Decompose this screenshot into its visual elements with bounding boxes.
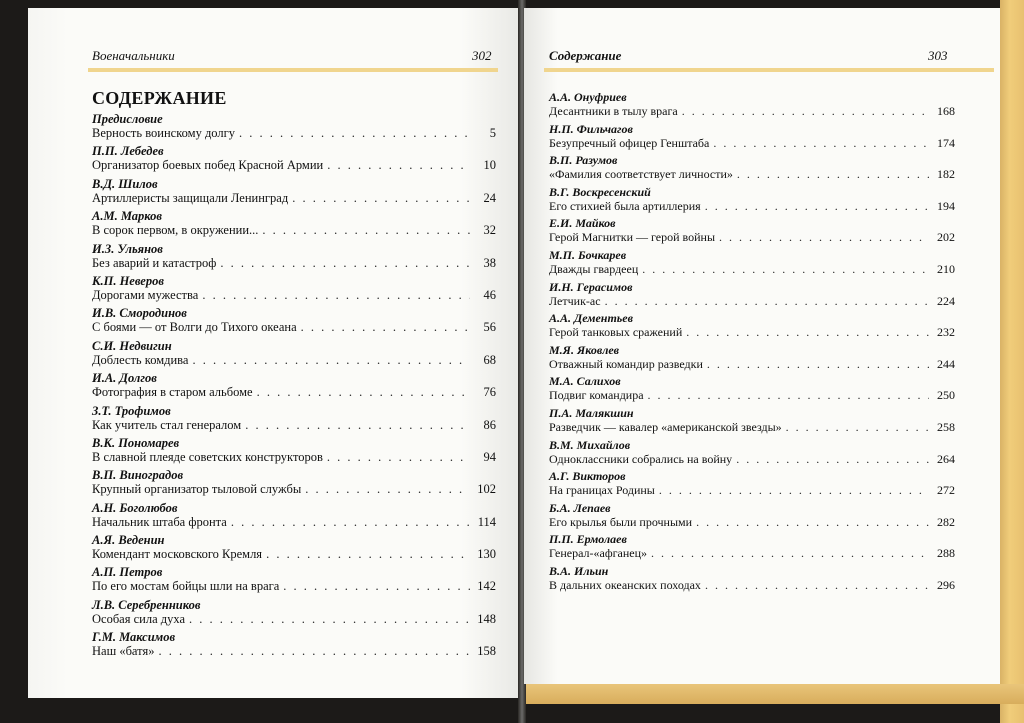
dot-leader	[220, 256, 470, 271]
toc-entry	[92, 274, 496, 306]
entry-page-number: 258	[937, 419, 955, 434]
entry-author: З.Т. Трофимов	[92, 403, 171, 418]
entry-page-number: 168	[937, 104, 955, 118]
entry-page-number: 46	[483, 287, 496, 302]
entry-page-number: 76	[483, 385, 496, 400]
dot-leader	[192, 353, 470, 368]
toc-entry	[92, 468, 496, 500]
toc-entry	[549, 564, 955, 596]
entry-author: В.А. Ильин	[549, 563, 609, 578]
entry-page-number: 130	[477, 547, 496, 562]
dot-leader	[239, 126, 470, 141]
entry-page-number: 148	[477, 611, 496, 626]
entry-page-number: 174	[937, 135, 955, 150]
entry-author: А.М. Марков	[92, 209, 162, 224]
entry-author: И.З. Ульянов	[92, 241, 163, 256]
entry-author: П.П. Ермолаев	[549, 532, 627, 547]
entry-author: П.А. Малякшин	[549, 405, 634, 420]
toc-entry	[549, 90, 955, 122]
toc-entry	[549, 406, 955, 438]
dot-leader	[659, 483, 929, 498]
entry-author: П.П. Лебедев	[92, 144, 164, 159]
dot-leader	[292, 191, 470, 206]
entry-title: Генерал-«афганец»	[549, 546, 648, 561]
dot-leader	[707, 357, 929, 372]
entry-title: В сорок первом, в окружении...	[92, 223, 259, 238]
entry-title: Его стихией была артиллерия	[549, 198, 701, 213]
toc-entry	[92, 533, 496, 565]
toc-entry	[549, 501, 955, 533]
entry-author: К.П. Неверов	[92, 273, 164, 288]
toc-entry	[549, 374, 955, 406]
entry-author: Е.И. Майков	[549, 216, 616, 231]
entry-author: М.П. Бочкарев	[549, 247, 627, 262]
dot-leader	[648, 388, 929, 403]
toc-entry	[92, 144, 496, 176]
dot-leader	[737, 167, 929, 182]
entry-title: В дальних океанских походах	[549, 577, 701, 592]
right-page	[524, 8, 1000, 684]
toc-list	[92, 112, 496, 663]
dot-leader	[605, 294, 929, 309]
dot-leader	[202, 288, 470, 303]
entry-author: А.А. Онуфриев	[549, 90, 627, 104]
dot-leader	[305, 482, 470, 497]
entry-title: Наш «батя»	[92, 644, 155, 659]
entry-title: Летчик-ас	[549, 293, 601, 308]
entry-page-number: 38	[483, 255, 496, 270]
entry-page-number: 10	[483, 158, 496, 173]
dot-leader	[327, 158, 470, 173]
toc-entry	[92, 404, 496, 436]
entry-author: В.Г. Воскресенский	[549, 184, 651, 199]
dot-leader	[686, 325, 929, 340]
toc-entry	[92, 177, 496, 209]
entry-author: А.П. Петров	[92, 565, 163, 580]
toc-entry	[549, 185, 955, 217]
entry-title: Комендант московского Кремля	[92, 547, 263, 562]
entry-title: Особая сила духа	[92, 611, 185, 626]
dot-leader	[705, 199, 929, 214]
toc-entry	[549, 438, 955, 470]
dot-leader	[719, 230, 929, 245]
entry-author: Н.П. Фильчагов	[549, 121, 633, 136]
entry-author: М.Я. Яковлев	[549, 342, 620, 357]
entry-page-number: 142	[477, 579, 496, 594]
entry-title: Дорогами мужества	[92, 287, 199, 302]
dot-leader	[189, 612, 470, 627]
toc-entry	[92, 565, 496, 597]
entry-page-number: 224	[937, 293, 955, 308]
toc-entry	[92, 501, 496, 533]
dot-leader	[245, 418, 470, 433]
entry-title: Подвиг командира	[549, 388, 644, 403]
entry-page-number: 94	[483, 449, 496, 464]
entry-page-number: 232	[937, 325, 955, 340]
entry-title: Одноклассники собрались на войну	[549, 451, 733, 466]
entry-page-number: 244	[937, 356, 955, 371]
header-rule	[544, 68, 994, 72]
entry-page-number: 102	[477, 482, 496, 497]
entry-title: Артиллеристы защищали Ленинград	[92, 190, 289, 205]
dot-leader	[682, 104, 929, 119]
entry-page-number: 296	[937, 577, 955, 592]
entry-author: А.А. Дементьев	[549, 311, 633, 326]
dot-leader	[736, 452, 929, 467]
entry-page-number: 202	[937, 230, 955, 245]
entry-page-number: 194	[937, 198, 955, 213]
toc-entry	[92, 242, 496, 274]
entry-author: В.К. Пономарев	[92, 435, 180, 450]
entry-title: Герой Магнитки — герой войны	[549, 230, 716, 245]
dot-leader	[262, 223, 470, 238]
entry-title: Разведчик — кавалер «американской звезды»	[549, 419, 782, 434]
dot-leader	[642, 262, 929, 277]
entry-title: Безупречный офицер Генштаба	[549, 135, 710, 150]
entry-page-number: 210	[937, 261, 955, 276]
entry-title: Доблесть комдива	[92, 352, 189, 367]
entry-author: В.М. Михайлов	[549, 437, 631, 452]
entry-title: В славной плеяде советских конструкторов	[92, 449, 323, 464]
entry-title: Фотография в старом альбоме	[92, 385, 253, 400]
entry-title: Начальник штаба фронта	[92, 514, 227, 529]
entry-author: И.В. Смородинов	[92, 306, 187, 321]
entry-page-number: 288	[937, 546, 955, 561]
dot-leader	[257, 385, 470, 400]
dot-leader	[651, 546, 929, 561]
page-number: 302	[472, 48, 492, 63]
entry-author: А.Я. Веденин	[92, 533, 165, 548]
entry-author: Б.А. Лепаев	[549, 500, 611, 515]
book-cover-edge	[1000, 0, 1024, 723]
entry-author: Г.М. Максимов	[92, 630, 176, 645]
entry-page-number: 272	[937, 483, 955, 498]
entry-title: Дважды гвардеец	[549, 261, 639, 276]
entry-title: Отважный командир разведки	[549, 356, 703, 371]
entry-author: Л.В. Серебренников	[92, 597, 201, 612]
dot-leader	[301, 320, 470, 335]
toc-entry	[92, 209, 496, 241]
entry-title: Как учитель стал генералом	[92, 417, 242, 432]
entry-author: А.Н. Боголюбов	[92, 500, 178, 515]
page-number: 303	[928, 48, 948, 63]
entry-title: На границах Родины	[549, 483, 655, 498]
dot-leader	[266, 547, 470, 562]
entry-author: В.Д. Шилов	[92, 176, 158, 191]
toc-entry	[92, 630, 496, 662]
entry-title: Герой танковых сражений	[549, 325, 683, 340]
entry-page-number: 56	[483, 320, 496, 335]
entry-page-number: 114	[477, 514, 496, 529]
entry-title: Крупный организатор тыловой службы	[92, 482, 302, 497]
entry-page-number: 32	[483, 223, 496, 238]
toc-entry	[92, 371, 496, 403]
entry-title: Организатор боевых побед Красной Армии	[92, 158, 324, 173]
entry-author: И.А. Долгов	[92, 371, 157, 386]
entry-author: А.Г. Викторов	[549, 469, 626, 484]
toc-heading: СОДЕРЖАНИЕ	[92, 88, 227, 108]
dot-leader	[696, 515, 929, 530]
left-page	[28, 8, 520, 698]
entry-author: Предисловие	[92, 112, 163, 126]
toc-entry	[92, 306, 496, 338]
entry-title: Его крылья были прочными	[549, 514, 693, 529]
running-title: Содержание	[549, 48, 622, 63]
dot-leader	[283, 579, 470, 594]
entry-author: С.И. Недвигин	[92, 338, 172, 353]
toc-entry	[549, 216, 955, 248]
dot-leader	[713, 136, 929, 151]
header-rule	[88, 68, 498, 72]
entry-page-number: 158	[477, 644, 496, 659]
entry-author: И.Н. Герасимов	[549, 279, 633, 294]
dot-leader	[231, 515, 470, 530]
toc-entry	[549, 311, 955, 343]
entry-title: «Фамилия соответствует личности»	[549, 167, 733, 182]
entry-page-number: 282	[937, 514, 955, 529]
dot-leader	[705, 578, 929, 593]
entry-title: Без аварий и катастроф	[92, 255, 217, 270]
toc-entry	[549, 153, 955, 185]
toc-entry	[549, 469, 955, 501]
toc-entry	[92, 436, 496, 468]
toc-list	[549, 90, 955, 596]
dot-leader	[786, 420, 929, 435]
toc-entry	[92, 339, 496, 371]
dot-leader	[158, 644, 470, 659]
entry-title: С боями — от Волги до Тихого океана	[92, 320, 297, 335]
entry-author: М.А. Салихов	[549, 374, 621, 389]
entry-page-number: 68	[483, 352, 496, 367]
running-title: Военачальники	[92, 48, 175, 63]
entry-page-number: 264	[937, 451, 955, 466]
dot-leader	[327, 450, 470, 465]
toc-entry	[549, 280, 955, 312]
entry-title: Верность воинскому долгу	[92, 126, 236, 140]
toc-entry	[549, 122, 955, 154]
entry-author: В.П. Виноградов	[92, 468, 184, 483]
entry-page-number: 182	[937, 167, 955, 182]
entry-page-number: 86	[483, 417, 496, 432]
toc-entry	[549, 532, 955, 564]
book-cover-bottom	[524, 684, 1024, 704]
entry-page-number: 250	[937, 388, 955, 403]
entry-author: В.П. Разумов	[549, 153, 618, 168]
entry-page-number: 5	[489, 126, 496, 140]
entry-page-number: 24	[483, 190, 496, 205]
entry-title: По его мостам бойцы шли на врага	[92, 579, 280, 594]
toc-entry	[549, 248, 955, 280]
toc-entry	[549, 343, 955, 375]
toc-entry	[92, 112, 496, 144]
entry-title: Десантники в тылу врага	[549, 104, 678, 118]
toc-entry	[92, 598, 496, 630]
